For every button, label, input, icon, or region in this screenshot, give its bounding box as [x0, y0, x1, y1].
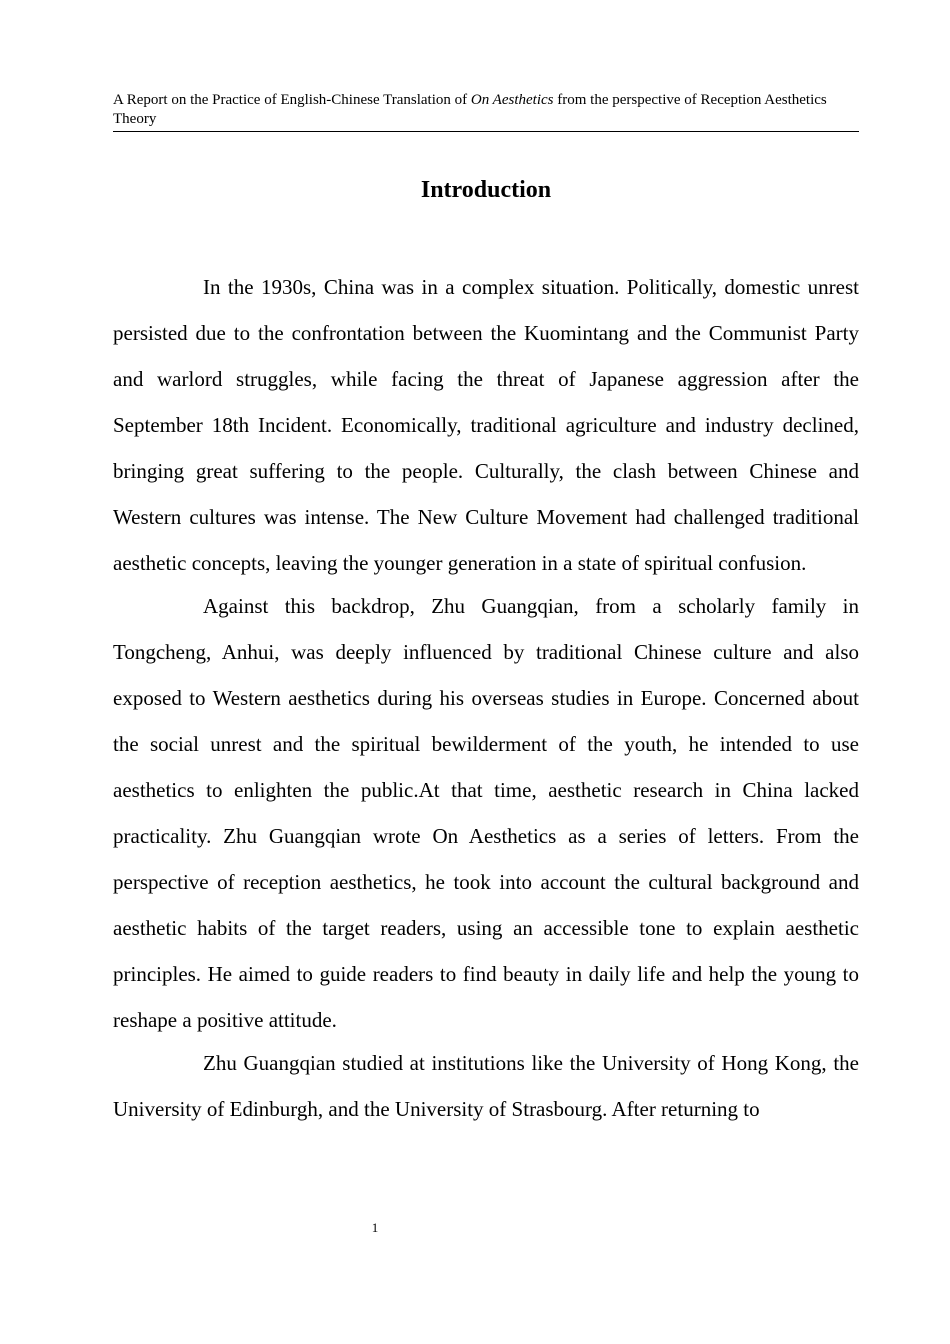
body-text — [113, 264, 859, 1132]
paragraph: Zhu Guangqian studied at institutions like the University of Hong Kong, the University of Edinburgh, and the University of Strasbourg. After returning to — [113, 1051, 859, 1121]
paragraph: In the 1930s, China was in a complex situation. Politically, domestic unrest persisted due to the confrontation between the Kuomintang and the Communist Party and warlord struggles, while facing the threat of Japanese aggression after the September 18th Incident. Economically, traditional agriculture and industry declined, bringing great suffering to the people. Culturally, the clash between Chinese and Western cultures was intense. The New Culture Movement had challenged traditional aesthetic concepts, leaving the younger generation in a state of spiritual confusion. — [113, 275, 859, 575]
header-italic-title: On Aesthetics — [470, 92, 554, 108]
chapter-title: Introduction — [420, 177, 552, 203]
paragraph: Against this backdrop, Zhu Guangqian, from a scholarly family in Tongcheng, Anhui, was deeply influenced by traditional Chinese culture and also exposed to Western aesthetics during his overseas studies in Europe. Concerned about the social unrest and the spiritual bewilderment of the youth, he intended to use aesthetics to enlighten the public.At that time, aesthetic research in China lacked practicality. Zhu Guangqian wrote On Aesthetics as a series of letters. From the perspective of reception aesthetics, he took into account the cultural background and aesthetic habits of the target readers, using an accessible tone to explain aesthetic principles. He aimed to guide readers to find beauty in daily life and help the young to reshape a positive attitude. — [113, 594, 859, 1032]
page-number: 1 — [371, 1220, 379, 1235]
running-header — [113, 91, 859, 132]
header-text-before: A Report on the Practice of English-Chinese Translation of — [113, 92, 471, 108]
header-text-after: from the perspective of Reception Aesthetics Theory — [113, 92, 827, 127]
